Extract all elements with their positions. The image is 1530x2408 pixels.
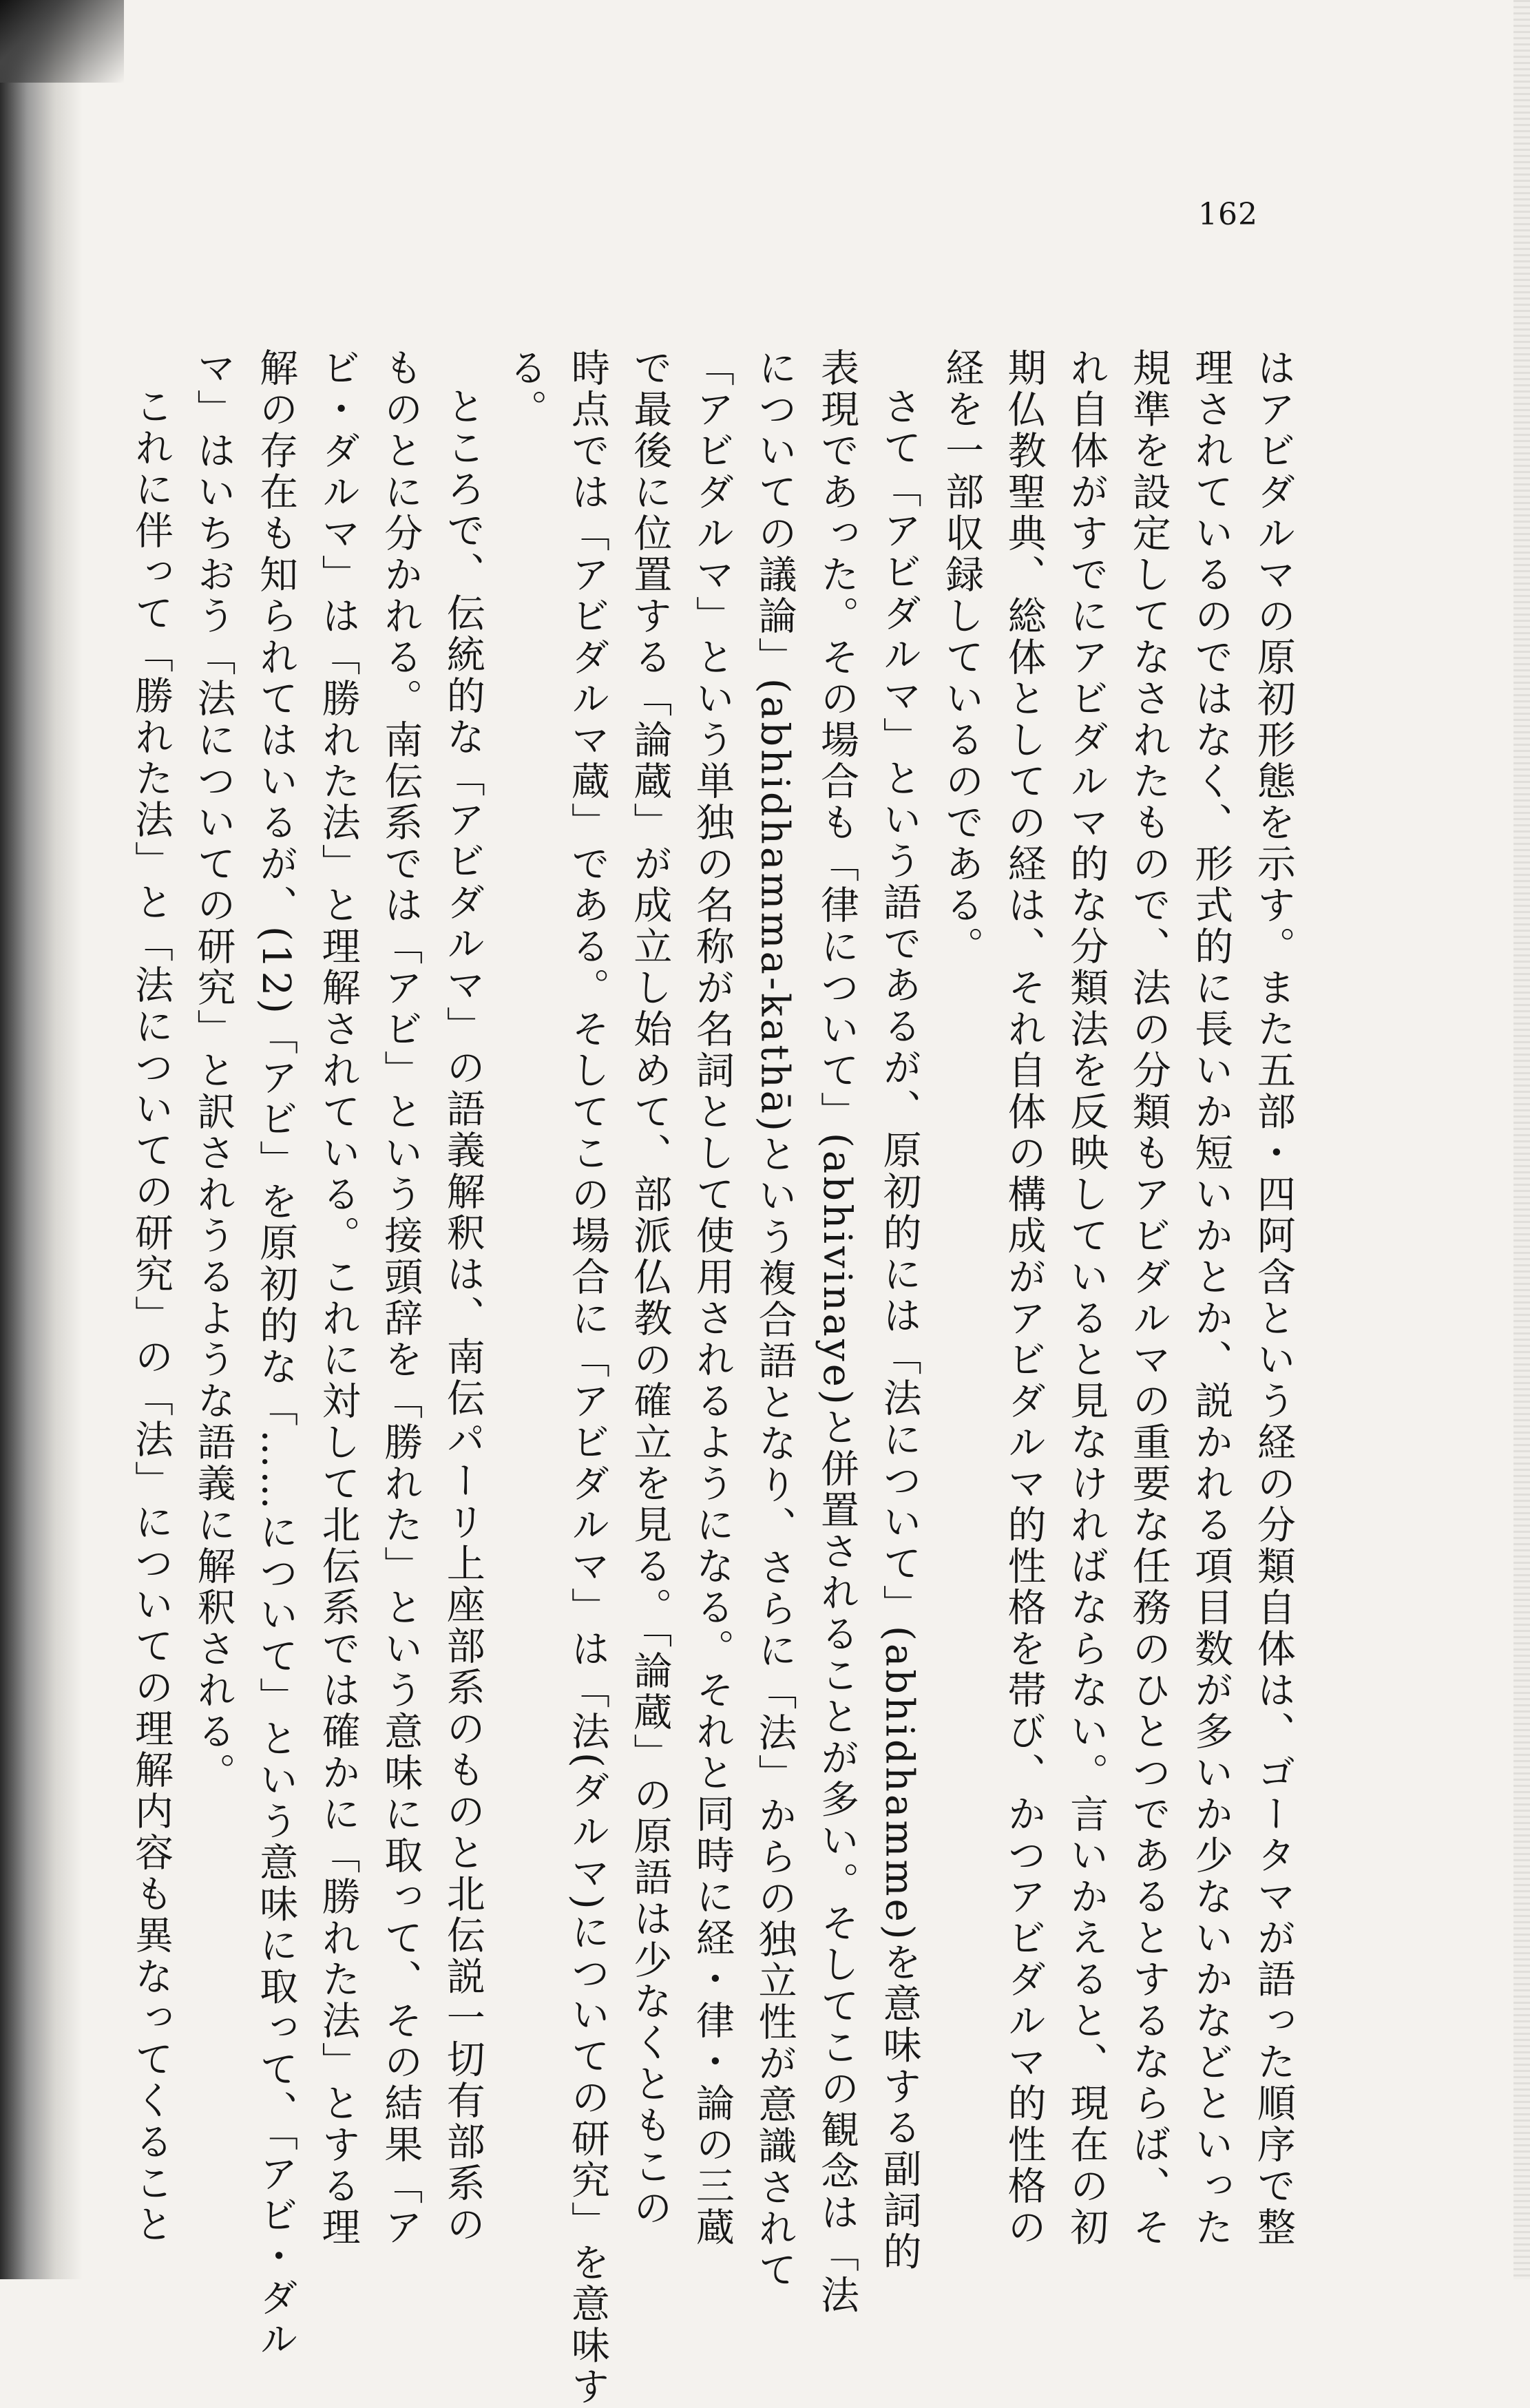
text-column-16: ビ・ダルマ」は「勝れた法」と理解されている。これに対して北伝系では確かに「勝れた法」とする理 bbox=[315, 348, 361, 2248]
text-column-19: これに伴って「勝れた法」と「法についての研究」の「法」についての理解内容も異なってくること bbox=[129, 386, 174, 2245]
text-column-12: 時点では「アビダルマ蔵」である。そしてこの場合に「アビダルマ」は「法(ダルマ)についての研究」を意味す bbox=[565, 348, 610, 2408]
page-number: 162 bbox=[1198, 197, 1258, 232]
text-column-15: ものとに分かれる。南伝系では「アビ」という接頭辞を「勝れた」という意味に取って、その結果「ア bbox=[378, 348, 423, 2248]
text-column-2: 理されているのではなく、形式的に長いか短いかとか、説かれる項目数が多いか少ないかなどといった bbox=[1188, 348, 1234, 2248]
text-column-18: マ」はいちおう「法についての研究」と訳されうるような語義に解釈される。 bbox=[191, 348, 236, 1794]
text-column-13: る。 bbox=[503, 348, 548, 430]
vertical-text-body bbox=[124, 348, 1301, 2408]
text-column-9: についての議論」(abhidhamma-kathā)という複合語となり、さらに「法」からの独立性が意識されて bbox=[752, 348, 797, 2291]
text-column-6: 経を一部収録しているのである。 bbox=[939, 348, 985, 967]
scan-corner-shadow bbox=[0, 0, 124, 83]
text-column-14: ところで、伝統的な「アビダルマ」の語義解釈は、南伝パーリ上座部系のものと北伝説一切有部系の bbox=[440, 386, 485, 2245]
text-column-4: れ自体がすでにアビダルマ的な分類法を反映していると見なければならない。言いかえると、現在の初 bbox=[1064, 348, 1109, 2248]
text-column-10: 「アビダルマ」という単独の名称が名詞として使用されるようになる。それと同時に経・律・論の三蔵 bbox=[689, 348, 735, 2248]
text-column-17: 解の存在も知られてはいるが、(12)「アビ」を原初的な「……について」という意味に取って、「アビ・ダル bbox=[253, 348, 299, 2360]
text-column-3: 規準を設定してなされたもので、法の分類もアビダルマの重要な任務のひとつであるとするならば、そ bbox=[1126, 348, 1171, 2248]
scan-binding-shadow bbox=[0, 0, 83, 2279]
text-column-8: 表現であった。その場合も「律について」(abhivinaye)と併置されることが多い。そしてこの観念は「法 bbox=[815, 348, 860, 2316]
scan-right-edge bbox=[1513, 0, 1530, 2279]
text-column-7: さて「アビダルマ」という語であるが、原初的には「法について」(abhidhamme)を意味する副詞的 bbox=[877, 386, 922, 2273]
text-column-5: 期仏教聖典、総体としての経は、それ自体の構成がアビダルマ的性格を帯び、かつアビダルマ的性格の bbox=[1001, 348, 1047, 2248]
text-column-1: はアビダルマの原初形態を示す。また五部・四阿含という経の分類自体は、ゴータマが語った順序で整 bbox=[1250, 348, 1296, 2248]
text-column-11: で最後に位置する「論蔵」が成立し始めて、部派仏教の確立を見る。「論蔵」の原語は少なくともこの bbox=[627, 348, 673, 2229]
